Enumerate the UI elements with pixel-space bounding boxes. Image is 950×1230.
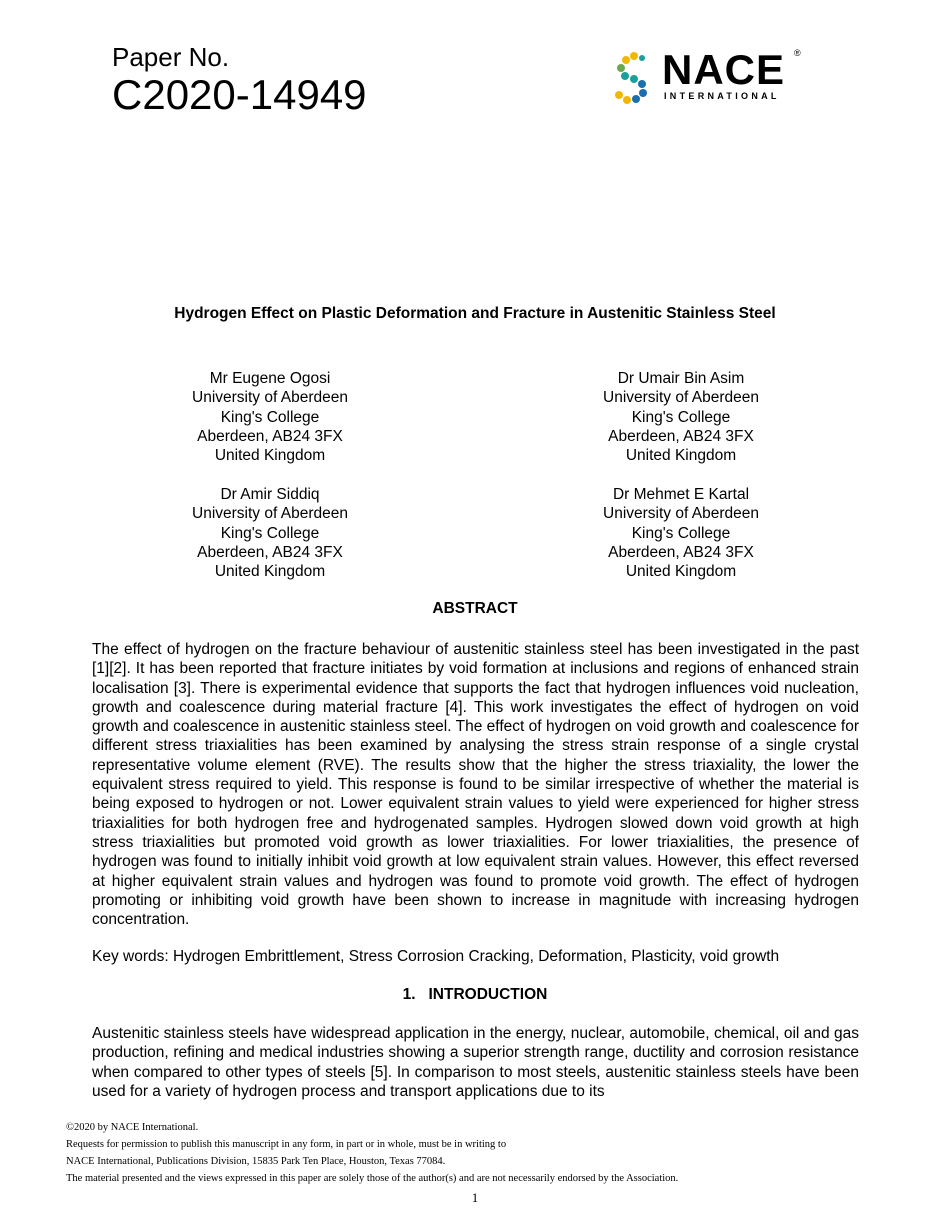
- author-college: King's College: [631, 408, 731, 426]
- author-name: Mr Eugene Ogosi: [209, 370, 331, 387]
- author-affiliation: University of Aberdeen: [192, 389, 348, 407]
- logo-subtitle: INTERNATIONAL: [664, 91, 780, 101]
- author-college: King's College: [631, 524, 731, 542]
- author-block: [120, 369, 420, 465]
- author-name: Dr Mehmet E Kartal: [612, 486, 750, 503]
- author-address: Aberdeen, AB24 3FX: [608, 427, 754, 445]
- author-affiliation: University of Aberdeen: [603, 389, 759, 407]
- author-block: [531, 369, 831, 465]
- paper-number: C2020-14949: [112, 71, 367, 118]
- abstract-heading: ABSTRACT: [432, 600, 518, 617]
- nace-logo: [608, 48, 808, 108]
- author-affiliation: University of Aberdeen: [192, 505, 348, 523]
- author-college: King's College: [220, 524, 320, 542]
- paper-title: Hydrogen Effect on Plastic Deformation and Fracture in Austenitic Stainless Steel: [174, 305, 776, 322]
- footer-address: NACE International, Publications Division, 15835 Park Ten Place, Houston, Texas 77084.: [66, 1156, 446, 1167]
- logo-wordmark: NACE: [662, 46, 786, 93]
- author-name: Dr Umair Bin Asim: [617, 370, 745, 387]
- logo-registered: ®: [794, 48, 801, 58]
- paper-label: Paper No.: [112, 42, 230, 72]
- author-block: [531, 485, 831, 581]
- footer-disclaimer: The material presented and the views expressed in this paper are solely those of the author(s) and are not necessarily endorsed by the Association.: [66, 1173, 679, 1184]
- introduction-text: Austenitic stainless steels have widespread application in the energy, nuclear, automobile, chemical, oil and gas production, refining and medical industries showing a superior strength range, ductility and corrosion resistance when compared to other types of steels [5]. In comparison to most steels, austenitic stainless steels have been used for a variety of hydrogen process and transport applications due to its: [92, 1025, 859, 1100]
- author-address: Aberdeen, AB24 3FX: [197, 543, 343, 561]
- footer-copyright: ©2020 by NACE International.: [66, 1122, 199, 1133]
- author-address: Aberdeen, AB24 3FX: [197, 427, 343, 445]
- paper-number-block: [112, 42, 367, 118]
- author-affiliation: University of Aberdeen: [603, 505, 759, 523]
- nace-logo-mark-icon: [608, 48, 660, 108]
- author-country: United Kingdom: [214, 447, 326, 465]
- author-name: Dr Amir Siddiq: [220, 486, 320, 503]
- author-country: United Kingdom: [214, 563, 326, 581]
- footer-permission: Requests for permission to publish this manuscript in any form, in part or in whole, must be in writing to: [66, 1139, 507, 1150]
- abstract-text: The effect of hydrogen on the fracture behaviour of austenitic stainless steel has been investigated in the past [1][2]. It has been reported that fracture initiates by void formation at inclusions and regions of enhanced strain localisation [3]. There is experimental evidence that supports the fact that hydrogen influences void nucleation, growth and coalescence during material fracture [4]. This work investigates the effect of hydrogen on void growth and coalescence in austenitic stainless steel. The effect of hydrogen on void growth and coalescence for different stress triaxialities has been examined by analysing the stress strain response of a single crystal representative volume element (RVE). The results show that the higher the stress triaxiality, the lower the equivalent stress required to yield. This response is found to be similar irrespective of whether the material is being exposed to hydrogen or not. Lower equivalent strain values to yield were experienced for higher stress triaxialities for both hydrogen free and hydrogenated samples. Hydrogen slowed down void growth at high stress triaxialities but promoted void growth as lower triaxialities. For lower triaxialities, the presence of hydrogen was found to initially inhibit void growth at low equivalent strain values. However, this effect reversed at higher equivalent strain values and hydrogen was found to promote void growth. The effect of hydrogen promoting or inhibiting void growth have been shown to increase in magnitude with increasing hydrogen concentration.: [92, 641, 859, 929]
- author-country: United Kingdom: [625, 563, 737, 581]
- author-address: Aberdeen, AB24 3FX: [608, 543, 754, 561]
- author-block: [120, 485, 420, 581]
- page-number: 1: [471, 1190, 479, 1205]
- author-college: King's College: [220, 408, 320, 426]
- footer: [66, 1119, 678, 1187]
- keywords: Key words: Hydrogen Embrittlement, Stress Corrosion Cracking, Deformation, Plasticity, void growth: [92, 948, 780, 965]
- author-country: United Kingdom: [625, 447, 737, 465]
- introduction-heading: 1. INTRODUCTION: [402, 986, 548, 1003]
